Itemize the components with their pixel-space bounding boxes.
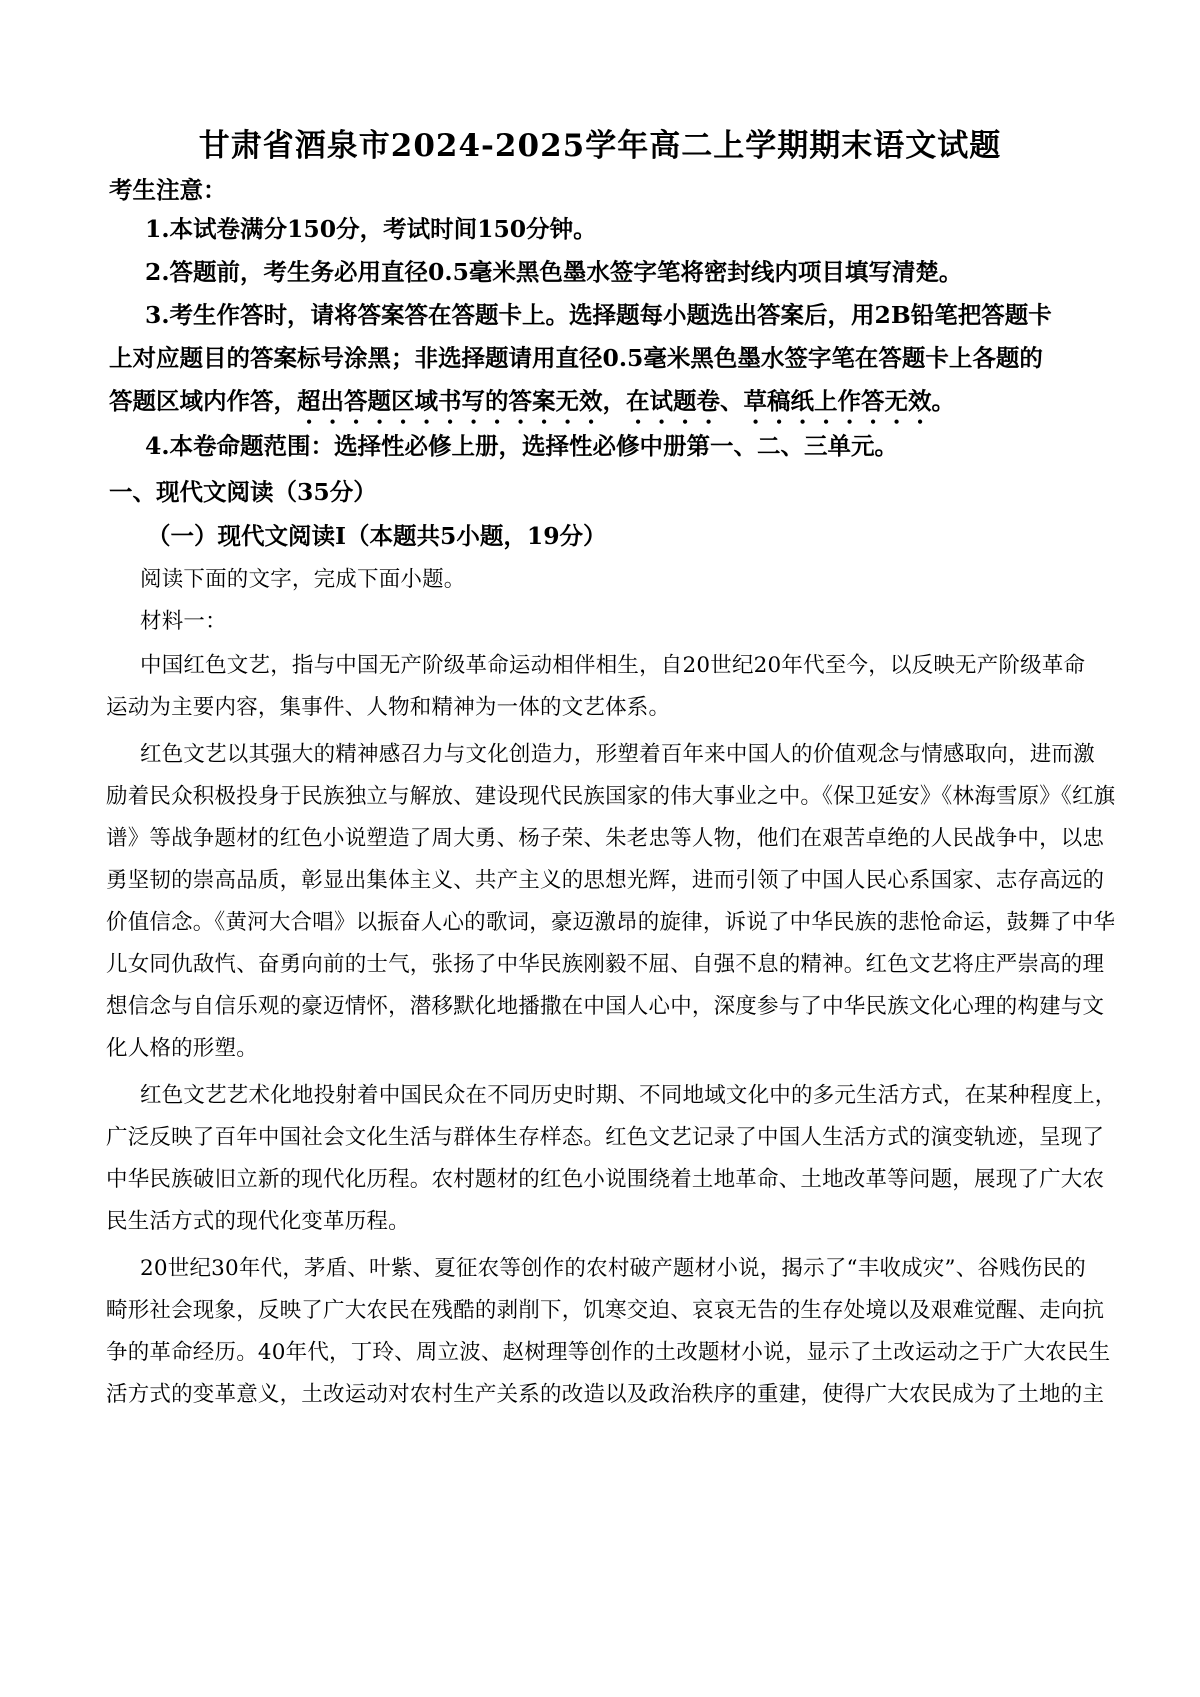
section-heading: 一、现代文阅读（35分） [109, 478, 377, 506]
page-title: 甘肃省酒泉市2024-2025学年高二上学期期末语文试题 [198, 128, 1002, 164]
material-label: 材料一： [140, 609, 227, 634]
paragraph-3-line: 广泛反映了百年中国社会文化生活与群体生存样态。红色文艺记录了中国人生活方式的演变轨迹，呈现了 [106, 1125, 1105, 1150]
notice-item-3-line-2: 上对应题目的答案标号涂黑；非选择题请用直径0.5毫米黑色墨水签字笔在答题卡上各题的 [109, 344, 1043, 372]
paragraph-4-line: 20世纪30年代，茅盾、叶紫、夏征农等创作的农村破产题材小说，揭示了“丰收成灾”、谷贱伤民的 [140, 1256, 1086, 1281]
notice-item-1: 1.本试卷满分150分，考试时间150分钟。 [145, 215, 597, 243]
paragraph-2-line: 红色文艺以其强大的精神感召力与文化创造力，形塑着百年来中国人的价值观念与情感取向，进而激 [140, 742, 1095, 767]
paragraph-4-line: 畸形社会现象，反映了广大农民在残酷的剥削下，饥寒交迫、哀哀无告的生存处境以及艰难觉醒、走向抗 [106, 1298, 1105, 1323]
paragraph-2-line: 勇坚韧的崇高品质，彰显出集体主义、共产主义的思想光辉，进而引领了中国人民心系国家、志存高远的 [106, 868, 1105, 893]
notice-item-3-line-1: 3.考生作答时，请将答案答在答题卡上。选择题每小题选出答案后，用2B铅笔把答题卡 [145, 301, 1052, 329]
paragraph-2-line: 儿女同仇敌忾、奋勇向前的士气，张扬了中华民族刚毅不屈、自强不息的精神。红色文艺将庄严崇高的理 [106, 952, 1105, 977]
sub-section-heading: （一）现代文阅读Ⅰ（本题共5小题，19分） [147, 522, 607, 550]
paragraph-2-line: 价值信念。《黄河大合唱》以振奋人心的歌词，豪迈激昂的旋律，诉说了中华民族的悲怆命运，鼓舞了中华 [106, 910, 1116, 935]
paragraph-2-line: 励着民众积极投身于民族独立与解放、建设现代民族国家的伟大事业之中。《保卫延安》《林海雪原》《红旗 [106, 784, 1116, 809]
paragraph-2-line: 想信念与自信乐观的豪迈情怀，潜移默化地播撒在中国人心中，深度参与了中华民族文化心理的构建与文 [106, 994, 1105, 1019]
paragraph-3-line: 民生活方式的现代化变革历程。 [106, 1209, 410, 1234]
notice-item-4: 4.本卷命题范围：选择性必修上册，选择性必修中册第一、二、三单元。 [145, 432, 899, 460]
paragraph-3-line: 红色文艺艺术化地投射着中国民众在不同历史时期、不同地域文化中的多元生活方式，在某种程度上， [140, 1083, 1117, 1108]
notice-item-3-line-3 [109, 386, 955, 429]
paragraph-1-line: 中国红色文艺，指与中国无产阶级革命运动相伴相生，自20世纪20年代至今，以反映无产阶级革命 [140, 653, 1086, 678]
paragraph-3-line: 中华民族破旧立新的现代化历程。农村题材的红色小说围绕着土地革命、土地改革等问题，展现了广大农 [106, 1167, 1105, 1192]
notice-item-3-line-3-start: 答题区域内作答， [109, 387, 297, 415]
emphasized-warning: 超出答题区域书写的答案无效，在试题卷、草稿纸上作答无效 [297, 387, 932, 415]
notice-item-2: 2.答题前，考生务必用直径0.5毫米黑色墨水签字笔将密封线内项目填写清楚。 [145, 258, 963, 286]
paragraph-2-line: 化人格的形塑。 [106, 1036, 258, 1061]
reading-instruction: 阅读下面的文字，完成下面小题。 [140, 567, 466, 592]
paragraph-2-line: 谱》等战争题材的红色小说塑造了周大勇、杨子荣、朱老忠等人物，他们在艰苦卓绝的人民战争中，以忠 [106, 826, 1105, 851]
paragraph-4-line: 活方式的变革意义，土改运动对农村生产关系的改造以及政治秩序的重建，使得广大农民成为了土地的主 [106, 1382, 1105, 1407]
paragraph-4-line: 争的革命经历。40年代，丁玲、周立波、赵树理等创作的土改题材小说，显示了土改运动之于广大农民生 [106, 1340, 1111, 1365]
notice-item-3-line-3-end: 。 [931, 387, 955, 415]
paragraph-1-line: 运动为主要内容，集事件、人物和精神为一体的文艺体系。 [106, 695, 671, 720]
notice-heading: 考生注意： [109, 176, 227, 204]
